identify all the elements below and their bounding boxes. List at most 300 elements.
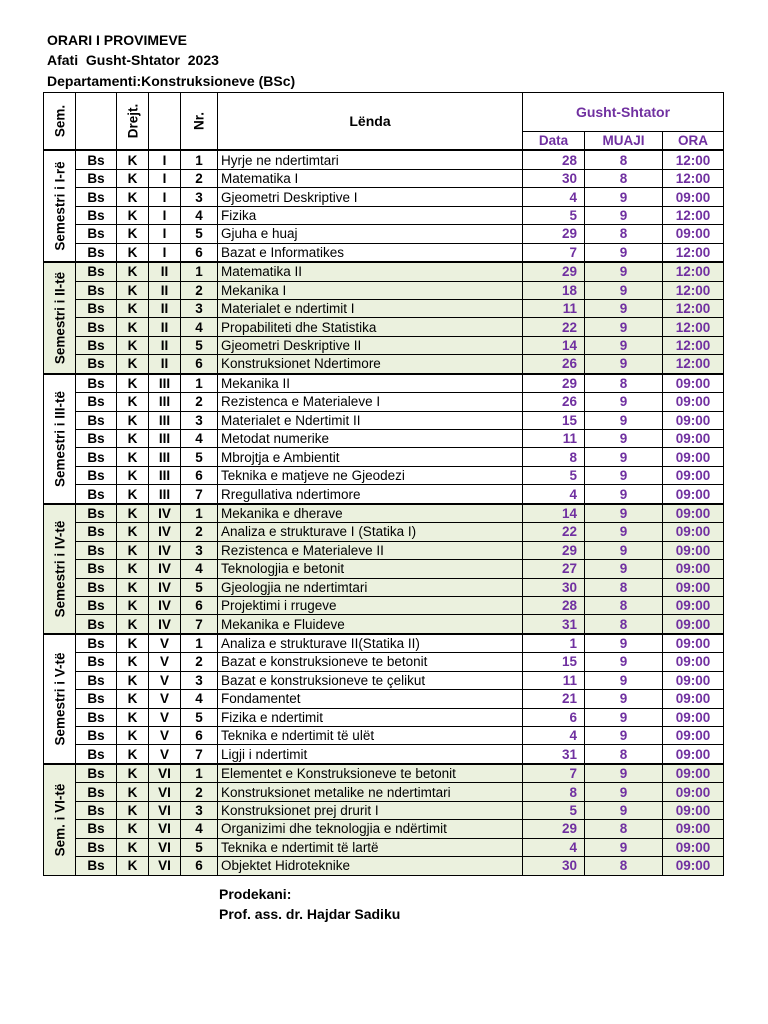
exam-day-cell: 29 [523,225,585,243]
exam-month-cell: 9 [585,541,663,559]
subject-cell: Fizika [218,206,523,224]
exam-time-cell: 12:00 [663,281,724,299]
direction-cell: K [117,541,149,559]
exam-time-cell: 09:00 [663,801,724,819]
exam-day-cell: 15 [523,653,585,671]
exam-month-cell: 8 [585,820,663,838]
direction-cell: K [117,671,149,689]
exam-month-cell: 9 [585,411,663,429]
table-row [44,355,724,374]
direction-cell: K [117,262,149,281]
course-number-cell: 6 [181,243,218,262]
degree-cell: Bs [76,504,117,523]
table-row [44,727,724,745]
exam-day-cell: 31 [523,615,585,634]
semester-numeral-cell: V [149,671,181,689]
exam-time-cell: 09:00 [663,504,724,523]
subject-cell: Elementet e Konstruksioneve te betonit [218,764,523,783]
degree-cell: Bs [76,206,117,224]
table-row [44,523,724,541]
course-number-cell: 3 [181,671,218,689]
exam-month-cell: 9 [585,727,663,745]
subject-cell: Gjeometri Deskriptive II [218,336,523,354]
course-number-cell: 5 [181,708,218,726]
exam-month-cell: 9 [585,318,663,336]
degree-cell: Bs [76,281,117,299]
semester-numeral-cell: VI [149,857,181,875]
table-row [44,299,724,317]
exam-day-cell: 8 [523,783,585,801]
direction-cell: K [117,615,149,634]
exam-time-cell: 12:00 [663,206,724,224]
degree-cell: Bs [76,318,117,336]
degree-cell: Bs [76,615,117,634]
degree-cell: Bs [76,820,117,838]
exam-day-cell: 21 [523,690,585,708]
table-row [44,820,724,838]
course-number-cell: 6 [181,727,218,745]
direction-cell: K [117,169,149,187]
exam-day-cell: 11 [523,430,585,448]
direction-cell: K [117,150,149,169]
degree-cell: Bs [76,485,117,504]
table-row [44,708,724,726]
degree-cell: Bs [76,578,117,596]
semester-numeral-cell: VI [149,838,181,856]
degree-cell: Bs [76,299,117,317]
exam-day-cell: 30 [523,857,585,875]
exam-month-cell: 8 [585,745,663,764]
course-number-cell: 6 [181,857,218,875]
subject-cell: Gjuha e huaj [218,225,523,243]
semester-numeral-cell: VI [149,783,181,801]
subject-cell: Bazat e konstruksioneve te çelikut [218,671,523,689]
course-number-cell: 3 [181,411,218,429]
exam-day-cell: 5 [523,801,585,819]
exam-day-cell: 28 [523,150,585,169]
course-number-cell: 4 [181,820,218,838]
muaji-header: MUAJI [585,132,663,151]
exam-day-cell: 26 [523,393,585,411]
exam-month-cell: 9 [585,355,663,374]
direction-cell: K [117,708,149,726]
table-row [44,150,724,169]
course-number-cell: 3 [181,801,218,819]
exam-day-cell: 4 [523,188,585,206]
direction-cell: K [117,634,149,653]
subject-cell: Matematika II [218,262,523,281]
semester-numeral-cell: V [149,745,181,764]
direction-cell: K [117,838,149,856]
subject-cell: Rregullativa ndertimore [218,485,523,504]
course-number-cell: 5 [181,578,218,596]
direction-cell: K [117,281,149,299]
semester-numeral-cell: III [149,466,181,484]
exam-time-cell: 09:00 [663,523,724,541]
ora-header: ORA [663,132,724,151]
exam-month-cell: 9 [585,243,663,262]
exam-schedule-table [43,92,724,876]
lenda-header: Lënda [218,93,523,151]
direction-cell: K [117,355,149,374]
exam-day-cell: 4 [523,727,585,745]
direction-cell: K [117,560,149,578]
subject-cell: Teknologjia e betonit [218,560,523,578]
course-number-cell: 4 [181,690,218,708]
course-number-cell: 2 [181,393,218,411]
direction-cell: K [117,727,149,745]
direction-cell: K [117,690,149,708]
table-row [44,615,724,634]
exam-month-cell: 8 [585,857,663,875]
semester-numeral-cell: IV [149,504,181,523]
header-empty-1 [76,93,117,151]
exam-time-cell: 12:00 [663,299,724,317]
degree-cell: Bs [76,653,117,671]
semester-numeral-cell: II [149,355,181,374]
exam-time-cell: 09:00 [663,430,724,448]
table-row [44,393,724,411]
exam-month-cell: 9 [585,485,663,504]
exam-month-cell: 9 [585,336,663,354]
exam-time-cell: 12:00 [663,243,724,262]
course-number-cell: 6 [181,466,218,484]
degree-cell: Bs [76,225,117,243]
semester-numeral-cell: IV [149,596,181,614]
exam-time-cell: 09:00 [663,764,724,783]
table-row [44,671,724,689]
subject-cell: Fondamentet [218,690,523,708]
semester-numeral-cell: IV [149,560,181,578]
direction-cell: K [117,596,149,614]
degree-cell: Bs [76,150,117,169]
exam-month-cell: 9 [585,281,663,299]
degree-cell: Bs [76,596,117,614]
exam-day-cell: 30 [523,578,585,596]
table-row [44,764,724,783]
exam-month-cell: 9 [585,671,663,689]
semester-numeral-cell: I [149,150,181,169]
exam-month-cell: 9 [585,801,663,819]
exam-day-cell: 29 [523,374,585,393]
course-number-cell: 1 [181,764,218,783]
direction-cell: K [117,485,149,504]
degree-cell: Bs [76,411,117,429]
exam-day-cell: 1 [523,634,585,653]
subject-cell: Organizimi dhe teknologjia e ndërtimit [218,820,523,838]
course-number-cell: 7 [181,615,218,634]
direction-cell: K [117,374,149,393]
subject-cell: Bazat e Informatikes [218,243,523,262]
direction-cell: K [117,448,149,466]
subject-cell: Mekanika I [218,281,523,299]
exam-day-cell: 11 [523,671,585,689]
subject-cell: Objektet Hidroteknike [218,857,523,875]
subject-cell: Mbrojtja e Ambientit [218,448,523,466]
exam-day-cell: 27 [523,560,585,578]
exam-time-cell: 09:00 [663,671,724,689]
exam-time-cell: 09:00 [663,466,724,484]
course-number-cell: 5 [181,225,218,243]
course-number-cell: 1 [181,634,218,653]
exam-month-cell: 8 [585,596,663,614]
exam-month-cell: 8 [585,578,663,596]
semester-label: Semestri i II-të [44,262,76,374]
exam-time-cell: 09:00 [663,653,724,671]
course-number-cell: 4 [181,430,218,448]
table-row [44,690,724,708]
semester-numeral-cell: IV [149,541,181,559]
subject-cell: Konstruksionet Ndertimore [218,355,523,374]
exam-day-cell: 5 [523,206,585,224]
subject-cell: Ligji i ndertimit [218,745,523,764]
table-row [44,745,724,764]
exam-time-cell: 12:00 [663,336,724,354]
exam-day-cell: 22 [523,523,585,541]
exam-month-cell: 8 [585,615,663,634]
semester-numeral-cell: III [149,485,181,504]
table-row [44,374,724,393]
course-number-cell: 5 [181,336,218,354]
exam-month-cell: 9 [585,764,663,783]
course-number-cell: 3 [181,188,218,206]
table-row [44,169,724,187]
direction-cell: K [117,857,149,875]
exam-time-cell: 09:00 [663,634,724,653]
direction-cell: K [117,801,149,819]
degree-cell: Bs [76,783,117,801]
semester-numeral-cell: III [149,411,181,429]
exam-time-cell: 09:00 [663,411,724,429]
direction-cell: K [117,206,149,224]
nr-header: Nr. [181,93,218,151]
table-row [44,578,724,596]
semester-numeral-cell: V [149,634,181,653]
exam-day-cell: 29 [523,541,585,559]
degree-cell: Bs [76,393,117,411]
department-name: Departamenti:Konstruksioneve (BSc) [47,73,296,89]
semester-numeral-cell: III [149,393,181,411]
subject-cell: Projektimi i rrugeve [218,596,523,614]
direction-cell: K [117,523,149,541]
exam-day-cell: 26 [523,355,585,374]
sem-header: Sem. [44,93,76,151]
exam-time-cell: 09:00 [663,225,724,243]
subject-cell: Fizika e ndertimit [218,708,523,726]
course-number-cell: 7 [181,745,218,764]
exam-time-cell: 12:00 [663,169,724,187]
exam-day-cell: 6 [523,708,585,726]
table-row [44,838,724,856]
exam-month-cell: 9 [585,523,663,541]
exam-time-cell: 09:00 [663,188,724,206]
exam-month-cell: 9 [585,448,663,466]
exam-day-cell: 28 [523,596,585,614]
semester-numeral-cell: II [149,336,181,354]
exam-day-cell: 30 [523,169,585,187]
semester-numeral-cell: II [149,318,181,336]
document-title: ORARI I PROVIMEVE [47,32,188,48]
degree-cell: Bs [76,708,117,726]
degree-cell: Bs [76,541,117,559]
degree-cell: Bs [76,801,117,819]
subject-cell: Rezistenca e Materialeve I [218,393,523,411]
course-number-cell: 5 [181,838,218,856]
semester-numeral-cell: I [149,206,181,224]
subject-cell: Analiza e strukturave I (Statika I) [218,523,523,541]
direction-cell: K [117,318,149,336]
direction-cell: K [117,411,149,429]
exam-month-cell: 9 [585,838,663,856]
semester-label: Sem. i VI-të [44,764,76,875]
exam-month-cell: 9 [585,634,663,653]
table-row [44,504,724,523]
exam-day-cell: 4 [523,485,585,504]
course-number-cell: 2 [181,523,218,541]
exam-time-cell: 09:00 [663,745,724,764]
course-number-cell: 5 [181,448,218,466]
degree-cell: Bs [76,374,117,393]
semester-numeral-cell: I [149,169,181,187]
table-row [44,634,724,653]
exam-month-cell: 9 [585,393,663,411]
exam-month-cell: 9 [585,653,663,671]
exam-time-cell: 09:00 [663,560,724,578]
exam-time-cell: 09:00 [663,596,724,614]
direction-cell: K [117,299,149,317]
semester-numeral-cell: V [149,690,181,708]
table-row [44,485,724,504]
drejt-header: Drejt. [117,93,149,151]
degree-cell: Bs [76,336,117,354]
semester-numeral-cell: II [149,262,181,281]
exam-day-cell: 14 [523,504,585,523]
direction-cell: K [117,764,149,783]
semester-label: Semestri i I-rë [44,150,76,262]
exam-time-cell: 09:00 [663,485,724,504]
degree-cell: Bs [76,243,117,262]
table-row [44,318,724,336]
exam-day-cell: 31 [523,745,585,764]
semester-numeral-cell: VI [149,820,181,838]
course-number-cell: 7 [181,485,218,504]
exam-time-cell: 09:00 [663,448,724,466]
exam-month-cell: 8 [585,374,663,393]
exam-month-cell: 9 [585,206,663,224]
degree-cell: Bs [76,764,117,783]
table-row [44,206,724,224]
exam-month-cell: 9 [585,466,663,484]
semester-label: Semestri i III-të [44,374,76,504]
exam-day-cell: 4 [523,838,585,856]
course-number-cell: 2 [181,653,218,671]
degree-cell: Bs [76,857,117,875]
table-row [44,801,724,819]
semester-numeral-cell: VI [149,764,181,783]
exam-day-cell: 29 [523,820,585,838]
subject-cell: Rezistenca e Materialeve II [218,541,523,559]
direction-cell: K [117,820,149,838]
degree-cell: Bs [76,838,117,856]
table-row [44,596,724,614]
semester-numeral-cell: I [149,188,181,206]
subject-cell: Mekanika e dherave [218,504,523,523]
signature-name: Prof. ass. dr. Hajdar Sadiku [219,906,401,922]
exam-month-cell: 9 [585,430,663,448]
subject-cell: Konstruksionet prej drurit I [218,801,523,819]
semester-numeral-cell: II [149,299,181,317]
exam-day-cell: 14 [523,336,585,354]
course-number-cell: 3 [181,541,218,559]
semester-label: Semestri i V-të [44,634,76,764]
direction-cell: K [117,243,149,262]
exam-time-cell: 09:00 [663,541,724,559]
exam-time-cell: 12:00 [663,150,724,169]
subject-cell: Materialet e ndertimit I [218,299,523,317]
table-row [44,336,724,354]
exam-day-cell: 15 [523,411,585,429]
degree-cell: Bs [76,430,117,448]
course-number-cell: 4 [181,560,218,578]
subject-cell: Materialet e Ndertimit II [218,411,523,429]
table-row [44,857,724,875]
exam-time-cell: 09:00 [663,615,724,634]
course-number-cell: 6 [181,596,218,614]
course-number-cell: 4 [181,206,218,224]
exam-time-cell: 09:00 [663,820,724,838]
direction-cell: K [117,225,149,243]
course-number-cell: 3 [181,299,218,317]
subject-cell: Hyrje ne ndertimtari [218,150,523,169]
subject-cell: Teknika e ndertimit të lartë [218,838,523,856]
exam-day-cell: 8 [523,448,585,466]
semester-numeral-cell: IV [149,615,181,634]
semester-numeral-cell: I [149,243,181,262]
subject-cell: Gjeometri Deskriptive I [218,188,523,206]
degree-cell: Bs [76,671,117,689]
degree-cell: Bs [76,169,117,187]
subject-cell: Matematika I [218,169,523,187]
semester-numeral-cell: II [149,281,181,299]
degree-cell: Bs [76,523,117,541]
exam-day-cell: 7 [523,764,585,783]
direction-cell: K [117,430,149,448]
exam-month-cell: 8 [585,225,663,243]
semester-numeral-cell: VI [149,801,181,819]
exam-day-cell: 18 [523,281,585,299]
subject-cell: Analiza e strukturave II(Statika II) [218,634,523,653]
semester-numeral-cell: V [149,708,181,726]
exam-time-cell: 09:00 [663,783,724,801]
direction-cell: K [117,466,149,484]
subject-cell: Propabiliteti dhe Statistika [218,318,523,336]
direction-cell: K [117,783,149,801]
subject-cell: Gjeologjia ne ndertimtari [218,578,523,596]
direction-cell: K [117,504,149,523]
degree-cell: Bs [76,745,117,764]
exam-month-cell: 9 [585,783,663,801]
exam-month-cell: 8 [585,169,663,187]
course-number-cell: 1 [181,374,218,393]
exam-month-cell: 9 [585,262,663,281]
exam-time-cell: 09:00 [663,578,724,596]
exam-time-cell: 09:00 [663,393,724,411]
direction-cell: K [117,578,149,596]
table-row [44,541,724,559]
exam-time-cell: 09:00 [663,690,724,708]
course-number-cell: 1 [181,504,218,523]
subject-cell: Metodat numerike [218,430,523,448]
